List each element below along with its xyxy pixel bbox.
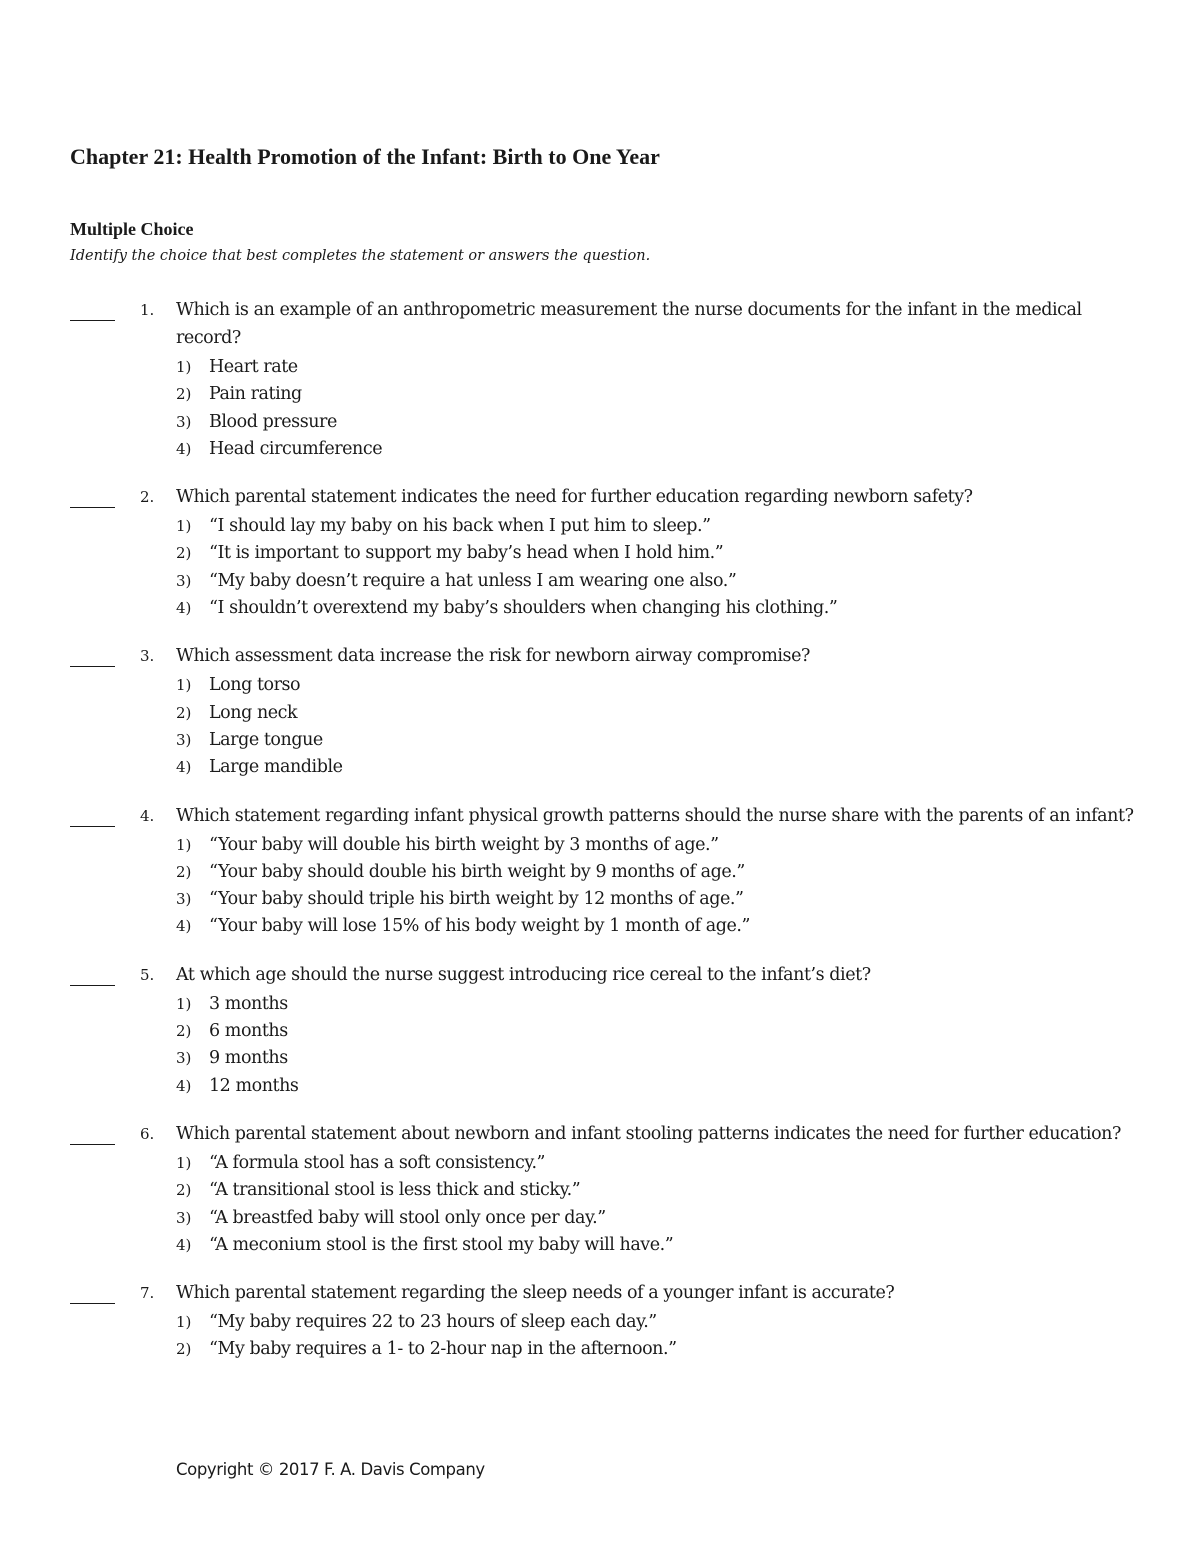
answer-option (176, 727, 1200, 754)
question-stem: Which is an example of an anthropometric measurement the nurse documents for the infant in the medical record? (176, 300, 1082, 348)
answer-option (176, 436, 1200, 463)
instructions: Identify the choice that best completes the statement or answers the question. (70, 248, 651, 264)
option-label: 3) (176, 890, 192, 909)
option-label: 1) (176, 835, 192, 854)
answer-option (176, 1232, 1200, 1259)
option-label: 4) (176, 1076, 192, 1095)
option-label: 3) (176, 1049, 192, 1068)
option-label: 1) (176, 994, 192, 1013)
option-label: 2) (176, 1340, 192, 1359)
answer-options (0, 1309, 1200, 1364)
footer-copyright: Copyright © 2017 F. A. Davis Company (176, 1460, 485, 1479)
question-item (0, 483, 1200, 622)
option-label: 3) (176, 571, 192, 590)
option-label: 1) (176, 358, 192, 376)
question-stem: Which statement regarding infant physical growth patterns should the nurse share with the parents of an infant? (176, 805, 1134, 826)
option-text: “A meconium stool is the first stool my baby will have.” (209, 1234, 674, 1255)
answer-option (176, 568, 1200, 595)
answer-option (176, 409, 1200, 436)
answer-option (176, 1177, 1200, 1204)
option-text: “A transitional stool is less thick and sticky.” (209, 1180, 581, 1201)
question-number: 2. (140, 488, 155, 507)
question-number: 3. (140, 647, 155, 666)
answer-option (176, 859, 1200, 886)
answer-option (176, 513, 1200, 540)
question-number: 7. (140, 1284, 155, 1303)
answer-option (176, 595, 1200, 622)
answer-options (0, 1150, 1200, 1259)
option-text: 3 months (209, 993, 288, 1014)
answer-option (176, 886, 1200, 913)
option-text: “Your baby should triple his birth weight by 12 months of age.” (209, 889, 744, 910)
answer-options (0, 672, 1200, 781)
option-text: 6 months (209, 1021, 288, 1042)
option-label: 3) (176, 1208, 192, 1227)
answer-blank[interactable] (70, 1144, 115, 1145)
answer-blank[interactable] (70, 1303, 115, 1304)
option-label: 4) (176, 439, 192, 458)
option-label: 1) (176, 1153, 192, 1172)
option-label: 2) (176, 544, 192, 563)
question-item (0, 1120, 1200, 1259)
answer-option (176, 540, 1200, 567)
question-item (0, 296, 1200, 463)
answer-option (176, 832, 1200, 859)
option-text: “My baby requires a 1- to 2-hour nap in the afternoon.” (209, 1339, 677, 1360)
option-label: 4) (176, 599, 192, 618)
option-label: 2) (176, 385, 192, 404)
question-number: 6. (140, 1124, 155, 1143)
option-text: Head circumference (209, 438, 383, 459)
option-label: 4) (176, 758, 192, 777)
option-label: 1) (176, 676, 192, 695)
answer-blank[interactable] (70, 507, 115, 508)
option-text: Pain rating (209, 384, 302, 405)
option-text: 12 months (209, 1075, 299, 1096)
option-label: 4) (176, 1235, 192, 1254)
question-stem: Which parental statement regarding the sleep needs of a younger infant is accurate? (176, 1283, 895, 1304)
section-heading: Multiple Choice (70, 219, 194, 239)
question-number: 1. (140, 301, 155, 319)
answer-blank[interactable] (70, 826, 115, 827)
answer-options (0, 832, 1200, 941)
option-text: Long neck (209, 702, 298, 723)
answer-blank[interactable] (70, 985, 115, 986)
answer-options (0, 354, 1200, 463)
answer-option (176, 1150, 1200, 1177)
option-text: Long torso (209, 675, 301, 696)
question-stem: Which assessment data increase the risk for newborn airway compromise? (176, 646, 810, 667)
question-stem: At which age should the nurse suggest introducing rice cereal to the infant’s diet? (176, 964, 871, 985)
answer-option (176, 672, 1200, 699)
answer-option (176, 1018, 1200, 1045)
option-text: “I should lay my baby on his back when I put him to sleep.” (209, 516, 711, 537)
option-label: 2) (176, 703, 192, 722)
option-text: “A formula stool has a soft consistency.” (209, 1152, 546, 1173)
answer-blank[interactable] (70, 320, 115, 321)
option-text: “I shouldn’t overextend my baby’s shoulders when changing his clothing.” (209, 598, 838, 619)
answer-option (176, 1073, 1200, 1100)
answer-blank[interactable] (70, 666, 115, 667)
question-item (0, 961, 1200, 1100)
option-label: 2) (176, 1181, 192, 1200)
option-text: “A breastfed baby will stool only once per day.” (209, 1207, 606, 1228)
question-number: 4. (140, 806, 155, 825)
answer-options (0, 513, 1200, 622)
question-item (0, 1279, 1200, 1364)
question-item (0, 642, 1200, 781)
answer-option (176, 381, 1200, 408)
option-text: “My baby doesn’t require a hat unless I am wearing one also.” (209, 570, 737, 591)
option-label: 4) (176, 917, 192, 936)
option-label: 1) (176, 517, 192, 536)
option-label: 2) (176, 862, 192, 881)
page-title: Chapter 21: Health Promotion of the Infant: Birth to One Year (70, 144, 660, 169)
answer-option (176, 1309, 1200, 1336)
option-label: 3) (176, 412, 192, 431)
answer-option (176, 1336, 1200, 1363)
answer-option (176, 1205, 1200, 1232)
option-text: “Your baby will lose 15% of his body weight by 1 month of age.” (209, 916, 751, 937)
option-text: Blood pressure (209, 411, 337, 432)
option-text: “Your baby will double his birth weight by 3 months of age.” (209, 834, 719, 855)
option-text: Heart rate (209, 357, 298, 377)
option-label: 3) (176, 730, 192, 749)
option-text: 9 months (209, 1048, 288, 1069)
question-stem: Which parental statement about newborn and infant stooling patterns indicates the need for further education? (176, 1123, 1121, 1144)
question-item (0, 802, 1200, 941)
answer-option (176, 754, 1200, 781)
answer-option (176, 700, 1200, 727)
option-label: 1) (176, 1313, 192, 1332)
option-text: “My baby requires 22 to 23 hours of sleep each day.” (209, 1312, 657, 1333)
answer-option (176, 913, 1200, 940)
question-number: 5. (140, 965, 155, 984)
option-text: “Your baby should double his birth weight by 9 months of age.” (209, 861, 745, 882)
option-label: 2) (176, 1022, 192, 1041)
question-list (0, 296, 1200, 1384)
question-stem: Which parental statement indicates the need for further education regarding newborn safety? (176, 487, 973, 508)
answer-option (176, 991, 1200, 1018)
option-text: Large tongue (209, 729, 323, 750)
answer-option (176, 1045, 1200, 1072)
answer-options (0, 991, 1200, 1100)
option-text: “It is important to support my baby’s head when I hold him.” (209, 543, 724, 564)
option-text: Large mandible (209, 757, 343, 778)
answer-option (176, 354, 1200, 381)
